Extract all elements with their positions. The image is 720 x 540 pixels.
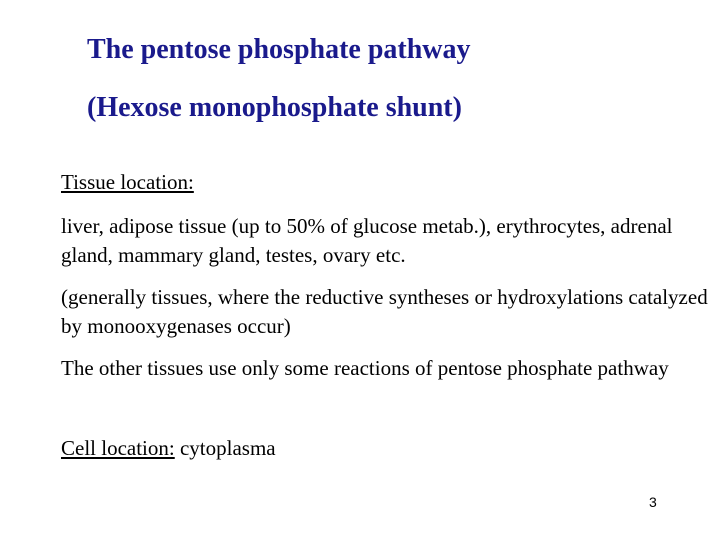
general-note-text: (generally tissues, where the reductive syntheses or hydroxylations catalyzed by monooxygenases occur) (61, 285, 708, 338)
cell-location-value: cytoplasma (174, 436, 276, 460)
cell-location-line (61, 434, 711, 463)
tissue-location-label: Tissue location: (61, 170, 194, 194)
tissue-list-text: liver, adipose tissue (up to 50% of glucose metab.), erythrocytes, adrenal gland, mammary gland, testes, ovary etc. (61, 214, 673, 267)
cell-location-label: Cell location: (61, 436, 175, 460)
page-number: 3 (649, 494, 657, 510)
slide-title-line-1: The pentose phosphate pathway (87, 34, 471, 65)
other-tissues-text: The other tissues use only some reactions of pentose phosphate pathway (61, 356, 669, 380)
tissue-location-heading (61, 168, 711, 197)
slide-title-line-2: (Hexose monophosphate shunt) (87, 92, 462, 123)
